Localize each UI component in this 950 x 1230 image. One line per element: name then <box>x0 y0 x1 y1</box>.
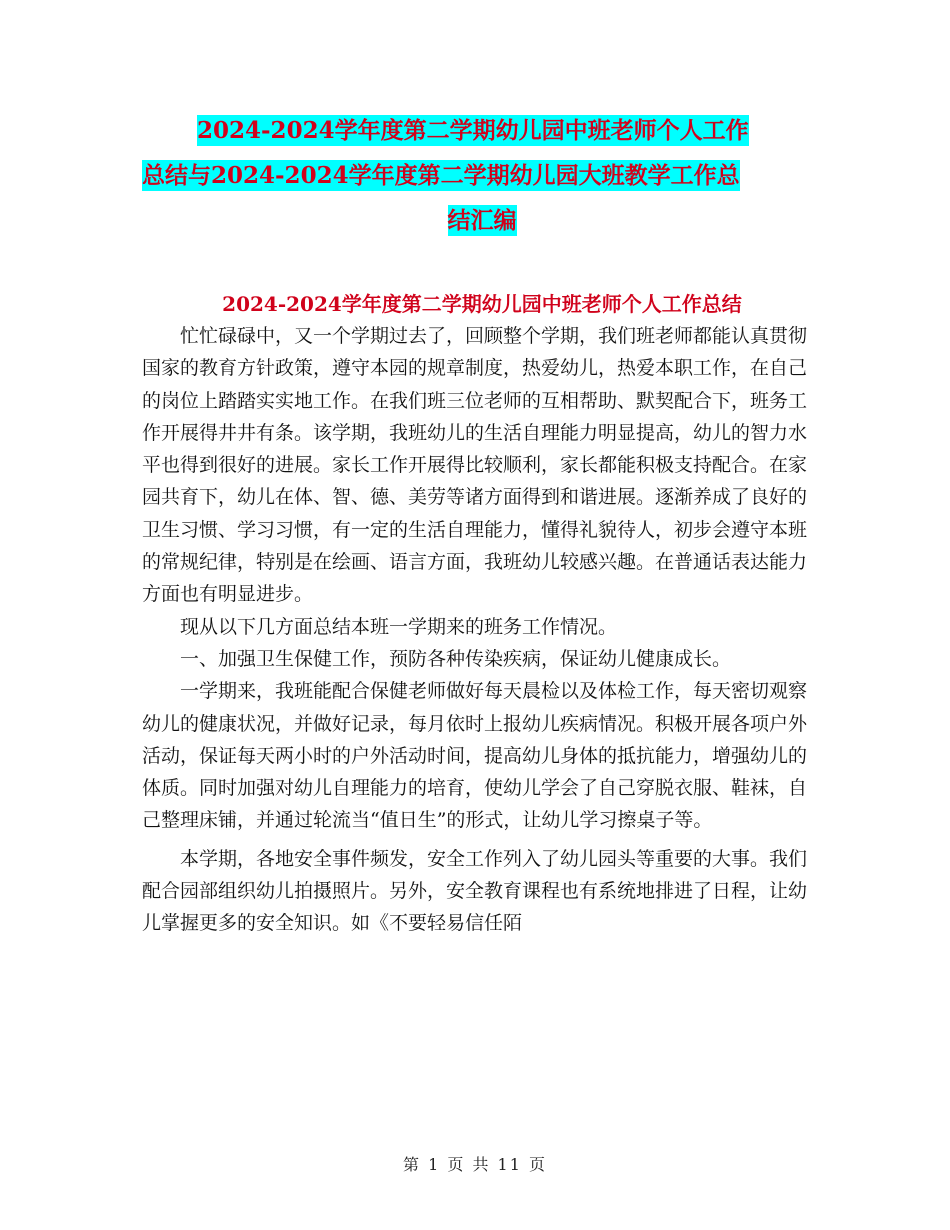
paragraph: 本学期，各地安全事件频发，安全工作列入了幼儿园头等重要的大事。我们配合园部组织幼儿拍摄照片。另外，安全教育课程也有系统地排进了日程，让幼儿掌握更多的安全知识。如《不要轻易信任陌 <box>142 847 808 935</box>
main-title-line-1: 2024-2024学年度第二学期幼儿园中班老师个人工作 <box>197 117 749 144</box>
main-title-line-2: 总结与2024-2024学年度第二学期幼儿园大班教学工作总 <box>142 162 740 189</box>
paragraph: 一学期来，我班能配合保健老师做好每天晨检以及体检工作，每天密切观察幼儿的健康状况，并做好记录，每月依时上报幼儿疾病情况。积极开展各项户外活动，保证每天两小时的户外活动时间，提高幼儿身体的抵抗能力，增强幼儿的体质。同时加强对幼儿自理能力的培育，使幼儿学会了自己穿脱衣服、鞋袜，自己整理床铺，并通过轮流当“值日生”的形式，让幼儿学习擦桌子等。 <box>142 680 808 832</box>
paragraph: 一、加强卫生保健工作，预防各种传染疾病，保证幼儿健康成长。 <box>180 647 732 670</box>
main-title-line-3: 结汇编 <box>447 207 517 234</box>
page-footer: 第 1 页 共 11 页 <box>403 1155 547 1174</box>
paragraph: 忙忙碌碌中，又一个学期过去了，回顾整个学期，我们班老师都能认真贯彻国家的教育方针政策，遵守本园的规章制度，热爱幼儿，热爱本职工作，在自己的岗位上踏踏实实地工作。在我们班三位老师的互相帮助、默契配合下，班务工作开展得井井有条。该学期，我班幼儿的生活自理能力明显提高，幼儿的智力水平也得到很好的进展。家长工作开展得比较顺利，家长都能积极支持配合。在家园共育下，幼儿在体、智、德、美劳等诸方面得到和谐进展。逐渐养成了良好的卫生习惯、学习习惯，有一定的生活自理能力，懂得礼貌待人，初步会遵守本班的常规纪律，特别是在绘画、语言方面，我班幼儿较感兴趣。在普通话表达能力方面也有明显进步。 <box>142 325 808 606</box>
document-main-title <box>142 108 822 243</box>
section-title: 2024-2024学年度第二学期幼儿园中班老师个人工作总结 <box>222 292 742 316</box>
document-body <box>142 320 807 940</box>
paragraph: 现从以下几方面总结本班一学期来的班务工作情况。 <box>180 615 618 638</box>
